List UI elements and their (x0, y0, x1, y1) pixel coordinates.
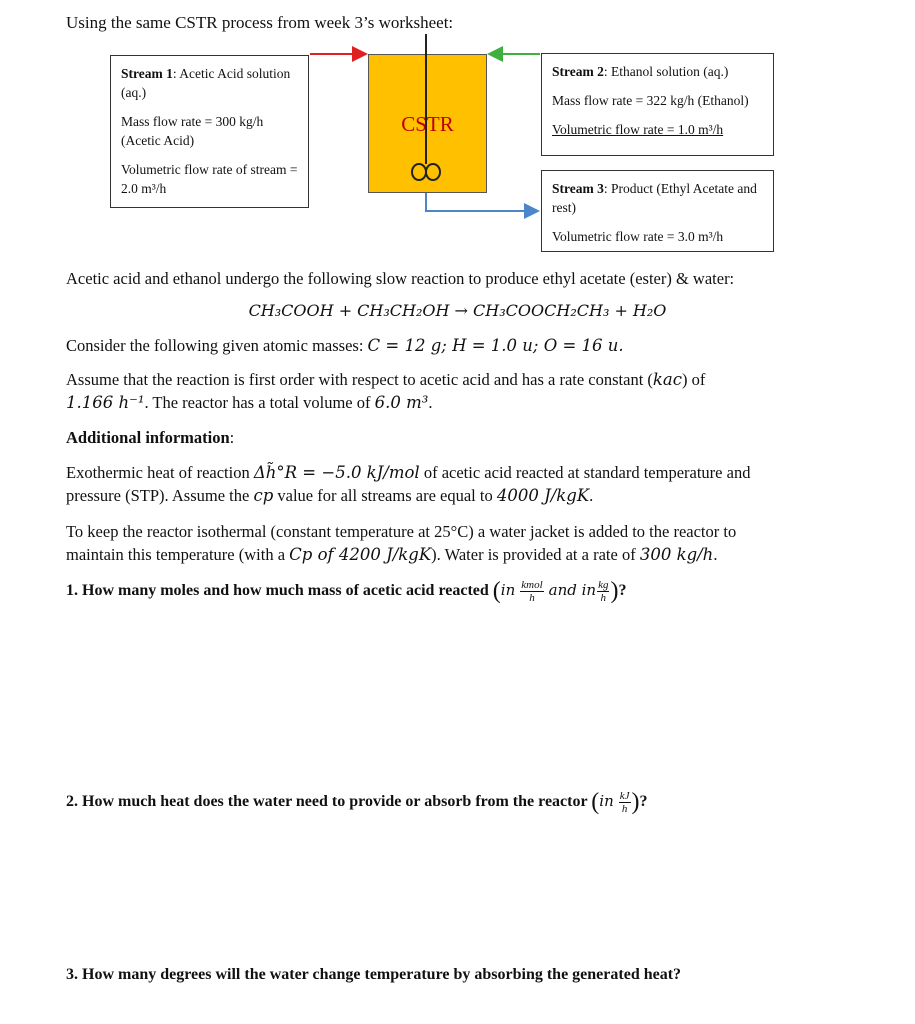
jacket-paragraph: To keep the reactor isothermal (constant temperature at 25°C) a water jacket is added to the reactor to maintain this temperature (with a Cp of 4200 J/kgK). Water is provided at a rate of 300 kg/h. (66, 522, 737, 564)
q1-in: in (500, 581, 516, 600)
exo-text-1: Exothermic heat of reaction (66, 463, 254, 482)
stream2-mass-flow: Mass flow rate = 322 kg/h (Ethanol) (552, 93, 749, 108)
q2-in: in (599, 792, 614, 811)
question-1-text: 1. How many moles and how much mass of acetic acid reacted (66, 582, 489, 600)
question-3: 3. How many degrees will the water change temperature by absorbing the generated heat? (66, 966, 682, 983)
volume-value: 6.0 m³ (374, 393, 429, 412)
reaction-equation: CH₃COOH + CH₃CH₂OH → CH₃COOCH₂CH₃ + H₂O (248, 301, 667, 320)
question-2-text: 2. How much heat does the water need to provide or absorb from the reactor (66, 793, 588, 811)
additional-label: Additional information (66, 428, 230, 447)
q1-unit1: $\frac{\text{kmol}}{h}$ (521, 579, 543, 604)
reaction-intro: Acetic acid and ethanol undergo the following slow reaction to produce ethyl acetate (ester) & water: (66, 269, 735, 288)
stream1-mass-flow: Mass flow rate = 300 kg/h (Acetic Acid) (121, 114, 264, 148)
stream3-title-suffix: : Product (Ethyl Acetate and rest) (552, 181, 757, 215)
q1-and: and in (548, 581, 597, 600)
atomic-masses (66, 334, 856, 357)
stream2-vol-flow: Volumetric flow rate = 1.0 m³/h (552, 122, 724, 137)
stream2-title: Stream 2 (552, 64, 604, 79)
exothermic-paragraph: Exothermic heat of reaction Δh̃°R = −5.0 kJ/mol of acetic acid reacted at standard temperature and pressure (STP). Assume the cp value for all streams are equal to 4000 J/kgK. (66, 463, 751, 505)
exo-text-2: of acetic acid reacted at standard temperature and (419, 463, 751, 482)
assumption-paragraph: Assume that the reaction is first order with respect to acetic acid and has a rate constant (kac) of 1.166 h⁻¹. The reactor has a total volume of 6.0 m³. (66, 370, 706, 412)
stream3-title: Stream 3 (552, 181, 604, 196)
stirrer-icon (400, 34, 455, 194)
stream1-title-suffix: : Acetic Acid solution (aq.) (121, 66, 291, 100)
stream3-arrow (426, 193, 538, 211)
jacket-text-1: To keep the reactor isothermal (constant temperature at 25°C) a water jacket is added to the reactor to (66, 522, 737, 541)
question-1: 1. How many moles and how much mass of acetic acid reacted (in $\frac{\text{kmol}}{h}$ and in $\frac{kg}{h}$ )? (66, 578, 627, 604)
exo-math: Δh̃°R = −5.0 kJ/mol (253, 463, 420, 482)
stream1-title: Stream 1 (121, 66, 173, 81)
rate-value: 1.166 h⁻¹ (66, 393, 145, 412)
stream3-box (541, 170, 774, 252)
assume-text-1: Assume that the reaction is first order with respect to acetic acid and has a rate constant ( (66, 370, 653, 389)
reactor-label: CSTR (401, 112, 454, 136)
cp-value: 4000 J/kgK (496, 486, 590, 505)
jacket-text-3: ). Water is provided at a rate of (431, 545, 640, 564)
masses-values: C = 12 g; H = 1.0 u; O = 16 u. (367, 336, 624, 355)
question-2: 2. How much heat does the water need to provide or absorb from the reactor (in $\frac{kJ}{h}$ )? (66, 789, 648, 815)
jacket-text-2: maintain this temperature (with a (66, 545, 290, 564)
water-rate: 300 kg/h (639, 545, 714, 564)
cp-symbol: cp (253, 486, 274, 505)
assume-text-2: ) of (681, 370, 706, 389)
stream2-box (541, 53, 774, 156)
stream3-vol-flow: Volumetric flow rate = 3.0 m³/h (552, 229, 724, 244)
stream1-vol-flow: Volumetric flow rate of stream = 2.0 m³/h (121, 162, 298, 196)
water-cp: Cp of 4200 J/kgK (289, 545, 432, 564)
q2-unit: $\frac{kJ}{h}$ (619, 790, 630, 815)
stream1-box (110, 55, 309, 208)
additional-heading: Additional information: (66, 428, 235, 447)
stream2-title-suffix: : Ethanol solution (aq.) (603, 64, 729, 79)
masses-intro: Consider the following given atomic masses: (66, 336, 364, 355)
q1-unit2: $\frac{kg}{h}$ (598, 579, 609, 604)
exo-text-3: pressure (STP). Assume the (66, 486, 254, 505)
rate-constant-symbol: kac (652, 370, 682, 389)
intro-text: Using the same CSTR process from week 3’s worksheet: (66, 13, 454, 32)
assume-text-3: . The reactor has a total volume of (144, 393, 375, 412)
exo-text-4: value for all streams are equal to (273, 486, 497, 505)
